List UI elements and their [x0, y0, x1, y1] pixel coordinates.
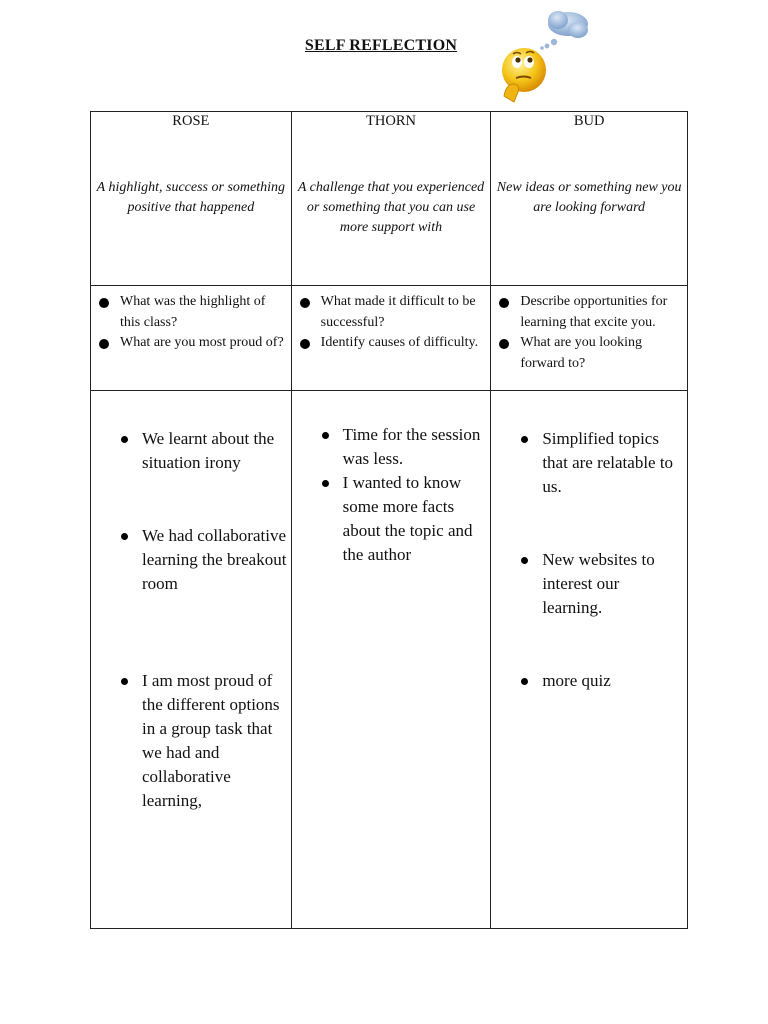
rose-header-cell [91, 112, 292, 286]
list-item: more quiz [542, 669, 683, 693]
rose-prompts-cell [91, 286, 292, 391]
rose-answers-cell [91, 391, 292, 929]
thinking-face-emoji-icon [496, 4, 592, 104]
thorn-prompts-cell [291, 286, 491, 391]
list-item: What are you looking forward to? [497, 333, 683, 374]
bud-answers-cell [491, 391, 688, 929]
list-item: We learnt about the situation irony [142, 427, 287, 475]
bud-prompts-cell [491, 286, 688, 391]
list-item: Identify causes of difficulty. [298, 333, 487, 354]
prompts-row [91, 286, 688, 391]
page-title: SELF REFLECTION [304, 37, 458, 54]
thorn-header-cell [291, 112, 491, 286]
rose-description: A highlight, success or something positive that happened [96, 180, 285, 215]
list-item: What are you most proud of? [97, 333, 287, 354]
thought-bubble-icon [540, 11, 588, 50]
answers-row [91, 391, 688, 929]
thorn-answers-cell [291, 391, 491, 929]
list-item: What made it difficult to be successful? [298, 292, 487, 333]
list-item: Time for the session was less. [343, 423, 487, 471]
heading-row [91, 112, 688, 286]
list-item: Simplified topics that are relatable to us. [542, 427, 683, 499]
list-item: I am most proud of the different options in a group task that we had and collaborative learning, [142, 669, 287, 813]
bud-heading: BUD [573, 113, 605, 129]
reflection-table [90, 111, 688, 929]
thorn-heading: THORN [366, 113, 416, 129]
rose-heading: ROSE [172, 113, 210, 129]
list-item: New websites to interest our learning. [542, 548, 683, 620]
bud-description: New ideas or something new you are looking forward [496, 180, 682, 215]
thorn-description: A challenge that you experienced or something that you can use more support with [297, 180, 485, 235]
list-item: We had collaborative learning the breakout room [142, 524, 287, 596]
list-item: What was the highlight of this class? [97, 292, 287, 333]
list-item: Describe opportunities for learning that excite you. [497, 292, 683, 333]
bud-header-cell [491, 112, 688, 286]
list-item: I wanted to know some more facts about the topic and the author [343, 471, 487, 567]
